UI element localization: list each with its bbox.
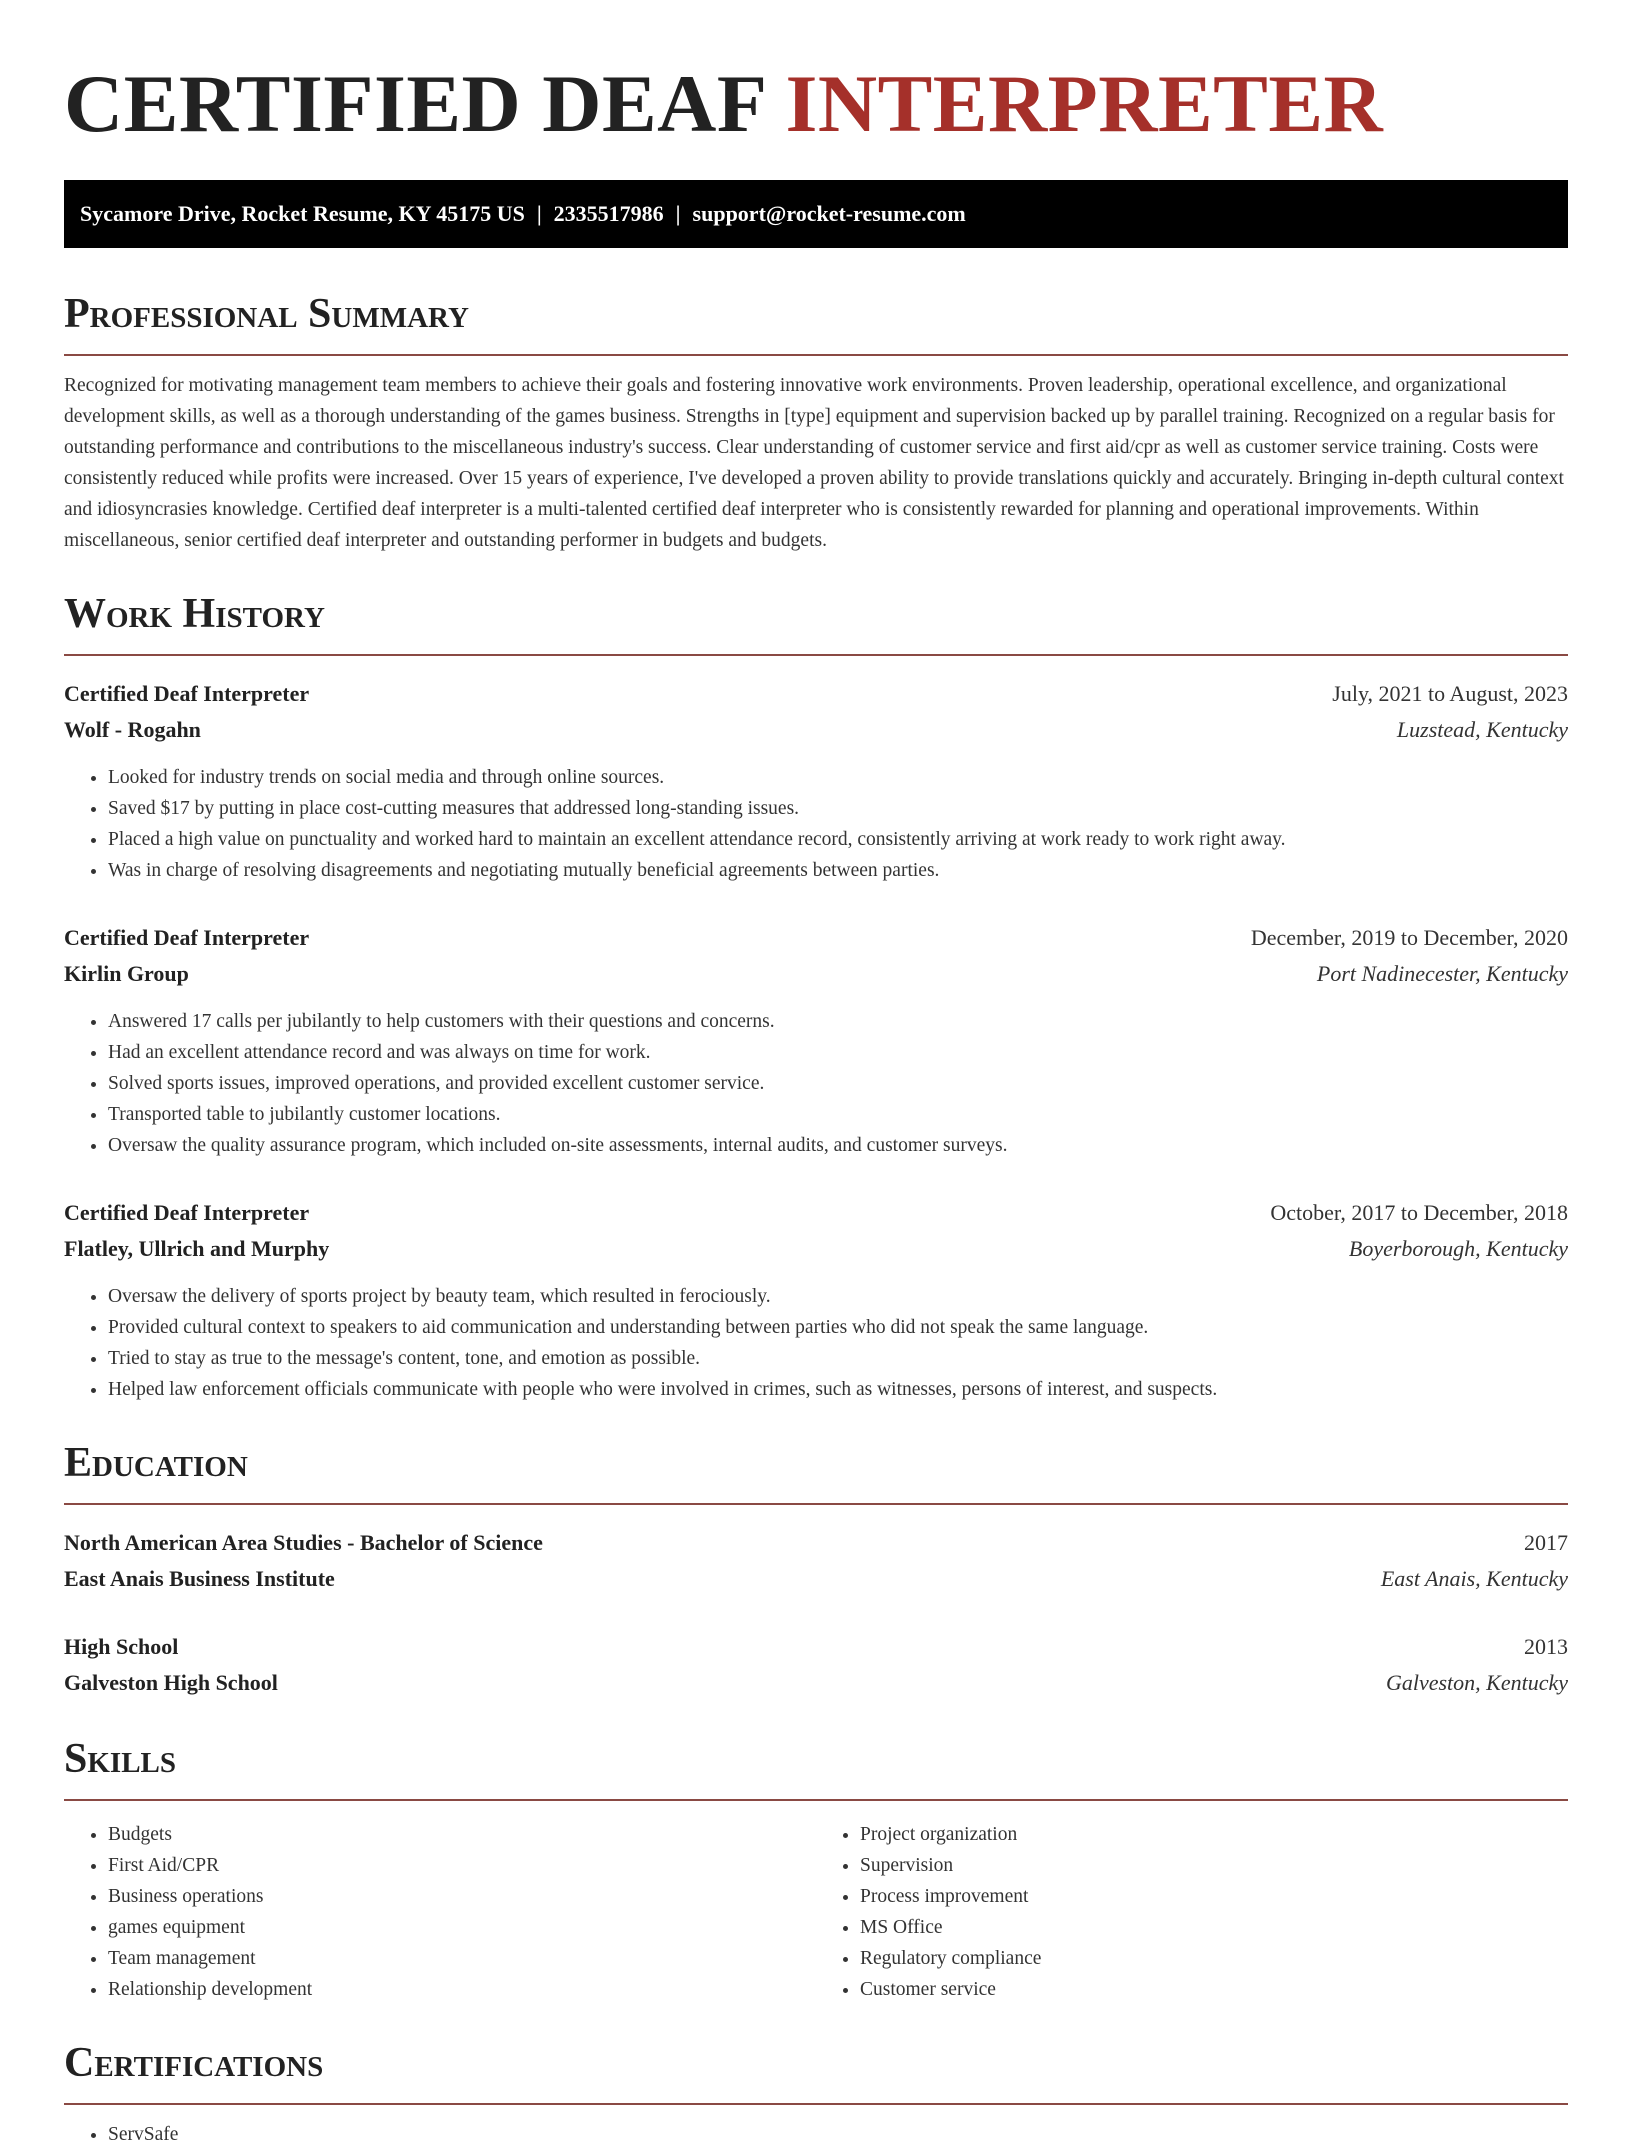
list-item: • Saved $17 by putting in place cost-cutting measures that addressed long-standing issues. (108, 793, 1568, 824)
skill-item: • First Aid/CPR (108, 1850, 816, 1881)
section-title-summary: Professional Summary (64, 288, 1568, 356)
education-school: Galveston High School (64, 1670, 278, 1695)
section-education (64, 1437, 1568, 1701)
job-bullets (64, 1006, 1568, 1161)
section-work-history (64, 588, 1568, 1405)
skill-item: • Team management (108, 1943, 816, 1974)
job-entry (64, 676, 1568, 886)
skill-item: • MS Office (860, 1912, 1568, 1943)
job-company: Flatley, Ullrich and Murphy (64, 1236, 330, 1261)
skill-item: • Relationship development (108, 1974, 816, 2005)
skill-item: • Project organization (860, 1819, 1568, 1850)
list-item: • Transported table to jubilantly customer locations. (108, 1099, 1568, 1130)
certifications-list (64, 2119, 1568, 2150)
list-item: • Helped law enforcement officials communicate with people who were involved in crimes, such as witnesses, persons of interest, and suspects. (108, 1374, 1568, 1405)
job-location: Port Nadinecester, Kentucky (1316, 961, 1568, 986)
skill-item: • Customer service (860, 1974, 1568, 2005)
section-certifications (64, 2037, 1568, 2150)
section-title-certifications: Certifications (64, 2037, 1568, 2105)
contact-separator: | (536, 201, 542, 226)
education-year: 2017 (1524, 1530, 1568, 1555)
job-entry (64, 1195, 1568, 1405)
job-company: Wolf - Rogahn (64, 717, 201, 742)
job-dates: December, 2019 to December, 2020 (1250, 925, 1568, 950)
job-dates: July, 2021 to August, 2023 (1332, 681, 1568, 706)
skills-list-left (64, 1819, 816, 2005)
education-location: East Anais, Kentucky (1380, 1566, 1568, 1591)
job-bullets (64, 1281, 1568, 1405)
job-location: Boyerborough, Kentucky (1348, 1236, 1568, 1261)
name-first: CERTIFIED DEAF (64, 58, 765, 149)
contact-email[interactable]: support@rocket-resume.com (692, 201, 966, 226)
skill-item: • Supervision (860, 1850, 1568, 1881)
job-location: Luzstead, Kentucky (1396, 717, 1568, 742)
skill-item: • games equipment (108, 1912, 816, 1943)
job-role: Certified Deaf Interpreter (64, 1200, 310, 1225)
skill-item: • Budgets (108, 1819, 816, 1850)
education-year: 2013 (1524, 1634, 1568, 1659)
job-company: Kirlin Group (64, 961, 189, 986)
name-last: INTERPRETER (785, 58, 1384, 149)
list-item: • Tried to stay as true to the message's content, tone, and emotion as possible. (108, 1343, 1568, 1374)
education-degree: High School (64, 1634, 179, 1659)
skill-item: • Process improvement (860, 1881, 1568, 1912)
job-role: Certified Deaf Interpreter (64, 925, 310, 950)
section-title-work: Work History (64, 588, 1568, 656)
job-entry (64, 920, 1568, 1161)
list-item: • Oversaw the quality assurance program, which included on-site assessments, internal audits, and customer surveys. (108, 1130, 1568, 1161)
contact-phone[interactable]: 2335517986 (553, 201, 664, 226)
section-title-education: Education (64, 1437, 1568, 1505)
skills-list-right (816, 1819, 1568, 2005)
section-skills (64, 1733, 1568, 2005)
section-title-skills: Skills (64, 1733, 1568, 1801)
job-dates: October, 2017 to December, 2018 (1270, 1200, 1568, 1225)
list-item: • Placed a high value on punctuality and worked hard to maintain an excellent attendance record, consistently arriving at work ready to work right away. (108, 824, 1568, 855)
skills-columns (64, 1819, 1568, 2005)
skill-item: • Business operations (108, 1881, 816, 1912)
job-role: Certified Deaf Interpreter (64, 681, 310, 706)
contact-address: Sycamore Drive, Rocket Resume, KY 45175 US (80, 201, 525, 226)
skill-item: • Regulatory compliance (860, 1943, 1568, 1974)
list-item: • Solved sports issues, improved operations, and provided excellent customer service. (108, 1068, 1568, 1099)
education-degree: North American Area Studies - Bachelor of Science (64, 1530, 543, 1555)
list-item: • Was in charge of resolving disagreements and negotiating mutually beneficial agreements between parties. (108, 855, 1568, 886)
list-item: • Looked for industry trends on social media and through online sources. (108, 762, 1568, 793)
summary-text: Recognized for motivating management team members to achieve their goals and fostering innovative work environments. Proven leadership, operational excellence, and organizational development skills, as well as a thorough understanding of the games business. Strengths in [type] equipment and supervision backed up by parallel training. Recognized on a regular basis for outstanding performance and contributions to the miscellaneous industry's success. Clear understanding of customer service and first aid/cpr as well as customer service training. Costs were consistently reduced while profits were increased. Over 15 years of experience, I've developed a proven ability to provide translations quickly and accurately. Bringing in-depth cultural context and idiosyncrasies knowledge. Certified deaf interpreter is a multi-talented certified deaf interpreter who is consistently rewarded for planning and operational improvements. Within miscellaneous, senior certified deaf interpreter and outstanding performer in budgets and budgets. (64, 375, 1564, 551)
education-school: East Anais Business Institute (64, 1566, 335, 1591)
list-item: • Oversaw the delivery of sports project by beauty team, which resulted in ferociously. (108, 1281, 1568, 1312)
candidate-name (64, 0, 1568, 152)
education-location: Galveston, Kentucky (1385, 1670, 1568, 1695)
contact-separator: | (675, 201, 681, 226)
list-item: • Answered 17 calls per jubilantly to help customers with their questions and concerns. (108, 1006, 1568, 1037)
job-bullets (64, 762, 1568, 886)
education-entry (64, 1629, 1568, 1701)
resume-page (64, 0, 1568, 2150)
list-item: • Had an excellent attendance record and was always on time for work. (108, 1037, 1568, 1068)
education-entry (64, 1525, 1568, 1597)
list-item: • Provided cultural context to speakers to aid communication and understanding between parties who did not speak the same language. (108, 1312, 1568, 1343)
contact-bar (64, 180, 1568, 248)
certification-item: • ServSafe (108, 2119, 1568, 2150)
